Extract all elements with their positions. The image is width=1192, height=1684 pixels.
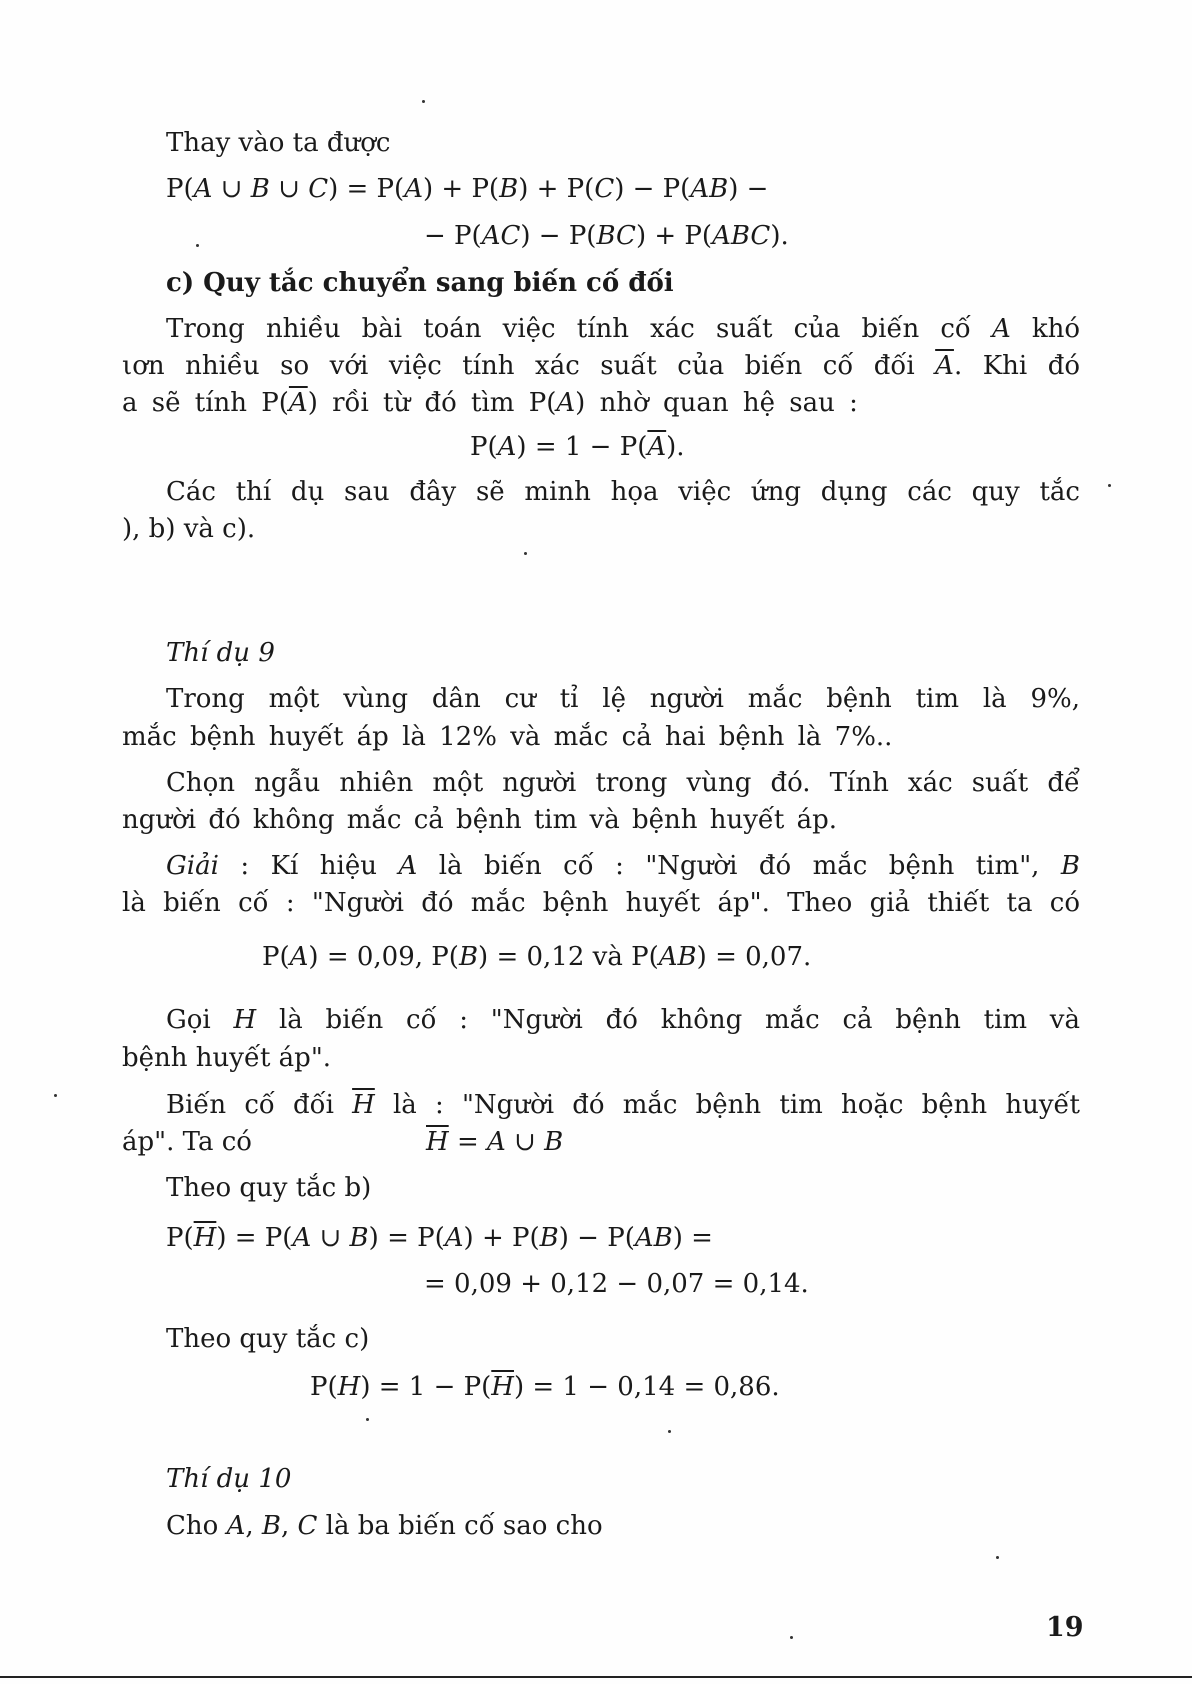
formula-p-h: $P(H) = 1 - P(\overline{H}) = 1 - 0,14 = 0,86$. bbox=[310, 1372, 780, 1402]
text-line: Chọn ngẫu nhiên một người trong vùng đó. Tính xác suất để bbox=[166, 768, 1080, 798]
formula-p-hbar: $P(\overline{H}) = P(A$ ∪ B) = P(A) + P(B) − P(AB) = bbox=[166, 1223, 713, 1253]
text-line: Theo quy tắc c) bbox=[166, 1324, 370, 1354]
scan-speck bbox=[422, 100, 425, 103]
text-line: a sẽ tính $P(\overline{A})$ rồi từ đó tìm P(A) nhờ quan hệ sau : bbox=[122, 388, 858, 418]
bottom-edge-rule bbox=[0, 1676, 1192, 1678]
page-number: 19 bbox=[1046, 1612, 1084, 1643]
scan-speck bbox=[668, 1430, 671, 1433]
formula-given-values: P(A) = 0,09, P(B) = 0,12 và P(AB) = 0,07. bbox=[262, 942, 812, 972]
section-heading: c) Quy tắc chuyển sang biến cố đối bbox=[166, 268, 674, 298]
text-line: mắc bệnh huyết áp là 12% và mắc cả hai bệnh là 7%.. bbox=[122, 722, 893, 752]
text-line: ιơn nhiều so với việc tính xác suất của biến cố đối $\overline{A}$. Khi đó bbox=[122, 351, 1081, 381]
text-line: áp". Ta có bbox=[122, 1127, 252, 1157]
text-line: người đó không mắc cả bệnh tim và bệnh huyết áp. bbox=[122, 805, 838, 835]
text-line: Trong nhiều bài toán việc tính xác suất của biến cố A khó bbox=[166, 314, 1080, 344]
example-heading: Thí dụ 9 bbox=[166, 638, 275, 668]
text-line: Theo quy tắc b) bbox=[166, 1173, 372, 1203]
formula-union-three-cont: − P(AC) − P(BC) + P(ABC). bbox=[424, 221, 789, 251]
scan-speck bbox=[1108, 484, 1111, 487]
scan-speck bbox=[996, 1556, 999, 1559]
scan-speck bbox=[366, 1418, 369, 1421]
formula-h-bar: $\overline{H} = A$ ∪ B bbox=[426, 1127, 564, 1157]
scan-speck bbox=[524, 552, 527, 555]
text-line: Trong một vùng dân cư tỉ lệ người mắc bệnh tim là 9%, bbox=[166, 684, 1080, 714]
text-line: Các thí dụ sau đây sẽ minh họa việc ứng dụng các quy tắc bbox=[166, 477, 1080, 507]
text-line: Giải : Kí hiệu A là biến cố : "Người đó mắc bệnh tim", B bbox=[166, 851, 1081, 881]
formula-complement-rule: $P(A) = 1 - P(\overline{A})$. bbox=[470, 432, 685, 462]
scan-speck bbox=[790, 1636, 793, 1639]
formula-p-hbar-value: = 0,09 + 0,12 − 0,07 = 0,14. bbox=[424, 1269, 809, 1299]
scan-speck bbox=[196, 244, 199, 247]
text-line: Cho A, B, C là ba biến cố sao cho bbox=[166, 1511, 603, 1541]
text-line: Biến cố đối $\overline{H}$ là : "Người đó mắc bệnh tim hoặc bệnh huyết bbox=[166, 1090, 1080, 1120]
text-line: ), b) và c). bbox=[122, 514, 256, 544]
text-line: Gọi H là biến cố : "Người đó không mắc cả bệnh tim và bbox=[166, 1005, 1080, 1035]
scan-speck bbox=[54, 1094, 57, 1097]
example-heading: Thí dụ 10 bbox=[166, 1464, 292, 1494]
text-line: bệnh huyết áp". bbox=[122, 1043, 332, 1073]
formula-union-three: P(A ∪ B ∪ C) = P(A) + P(B) + P(C) − P(AB) − bbox=[166, 174, 769, 204]
text-line: Thay vào ta được bbox=[166, 128, 391, 158]
text-line: là biến cố : "Người đó mắc bệnh huyết áp". Theo giả thiết ta có bbox=[122, 888, 1080, 918]
